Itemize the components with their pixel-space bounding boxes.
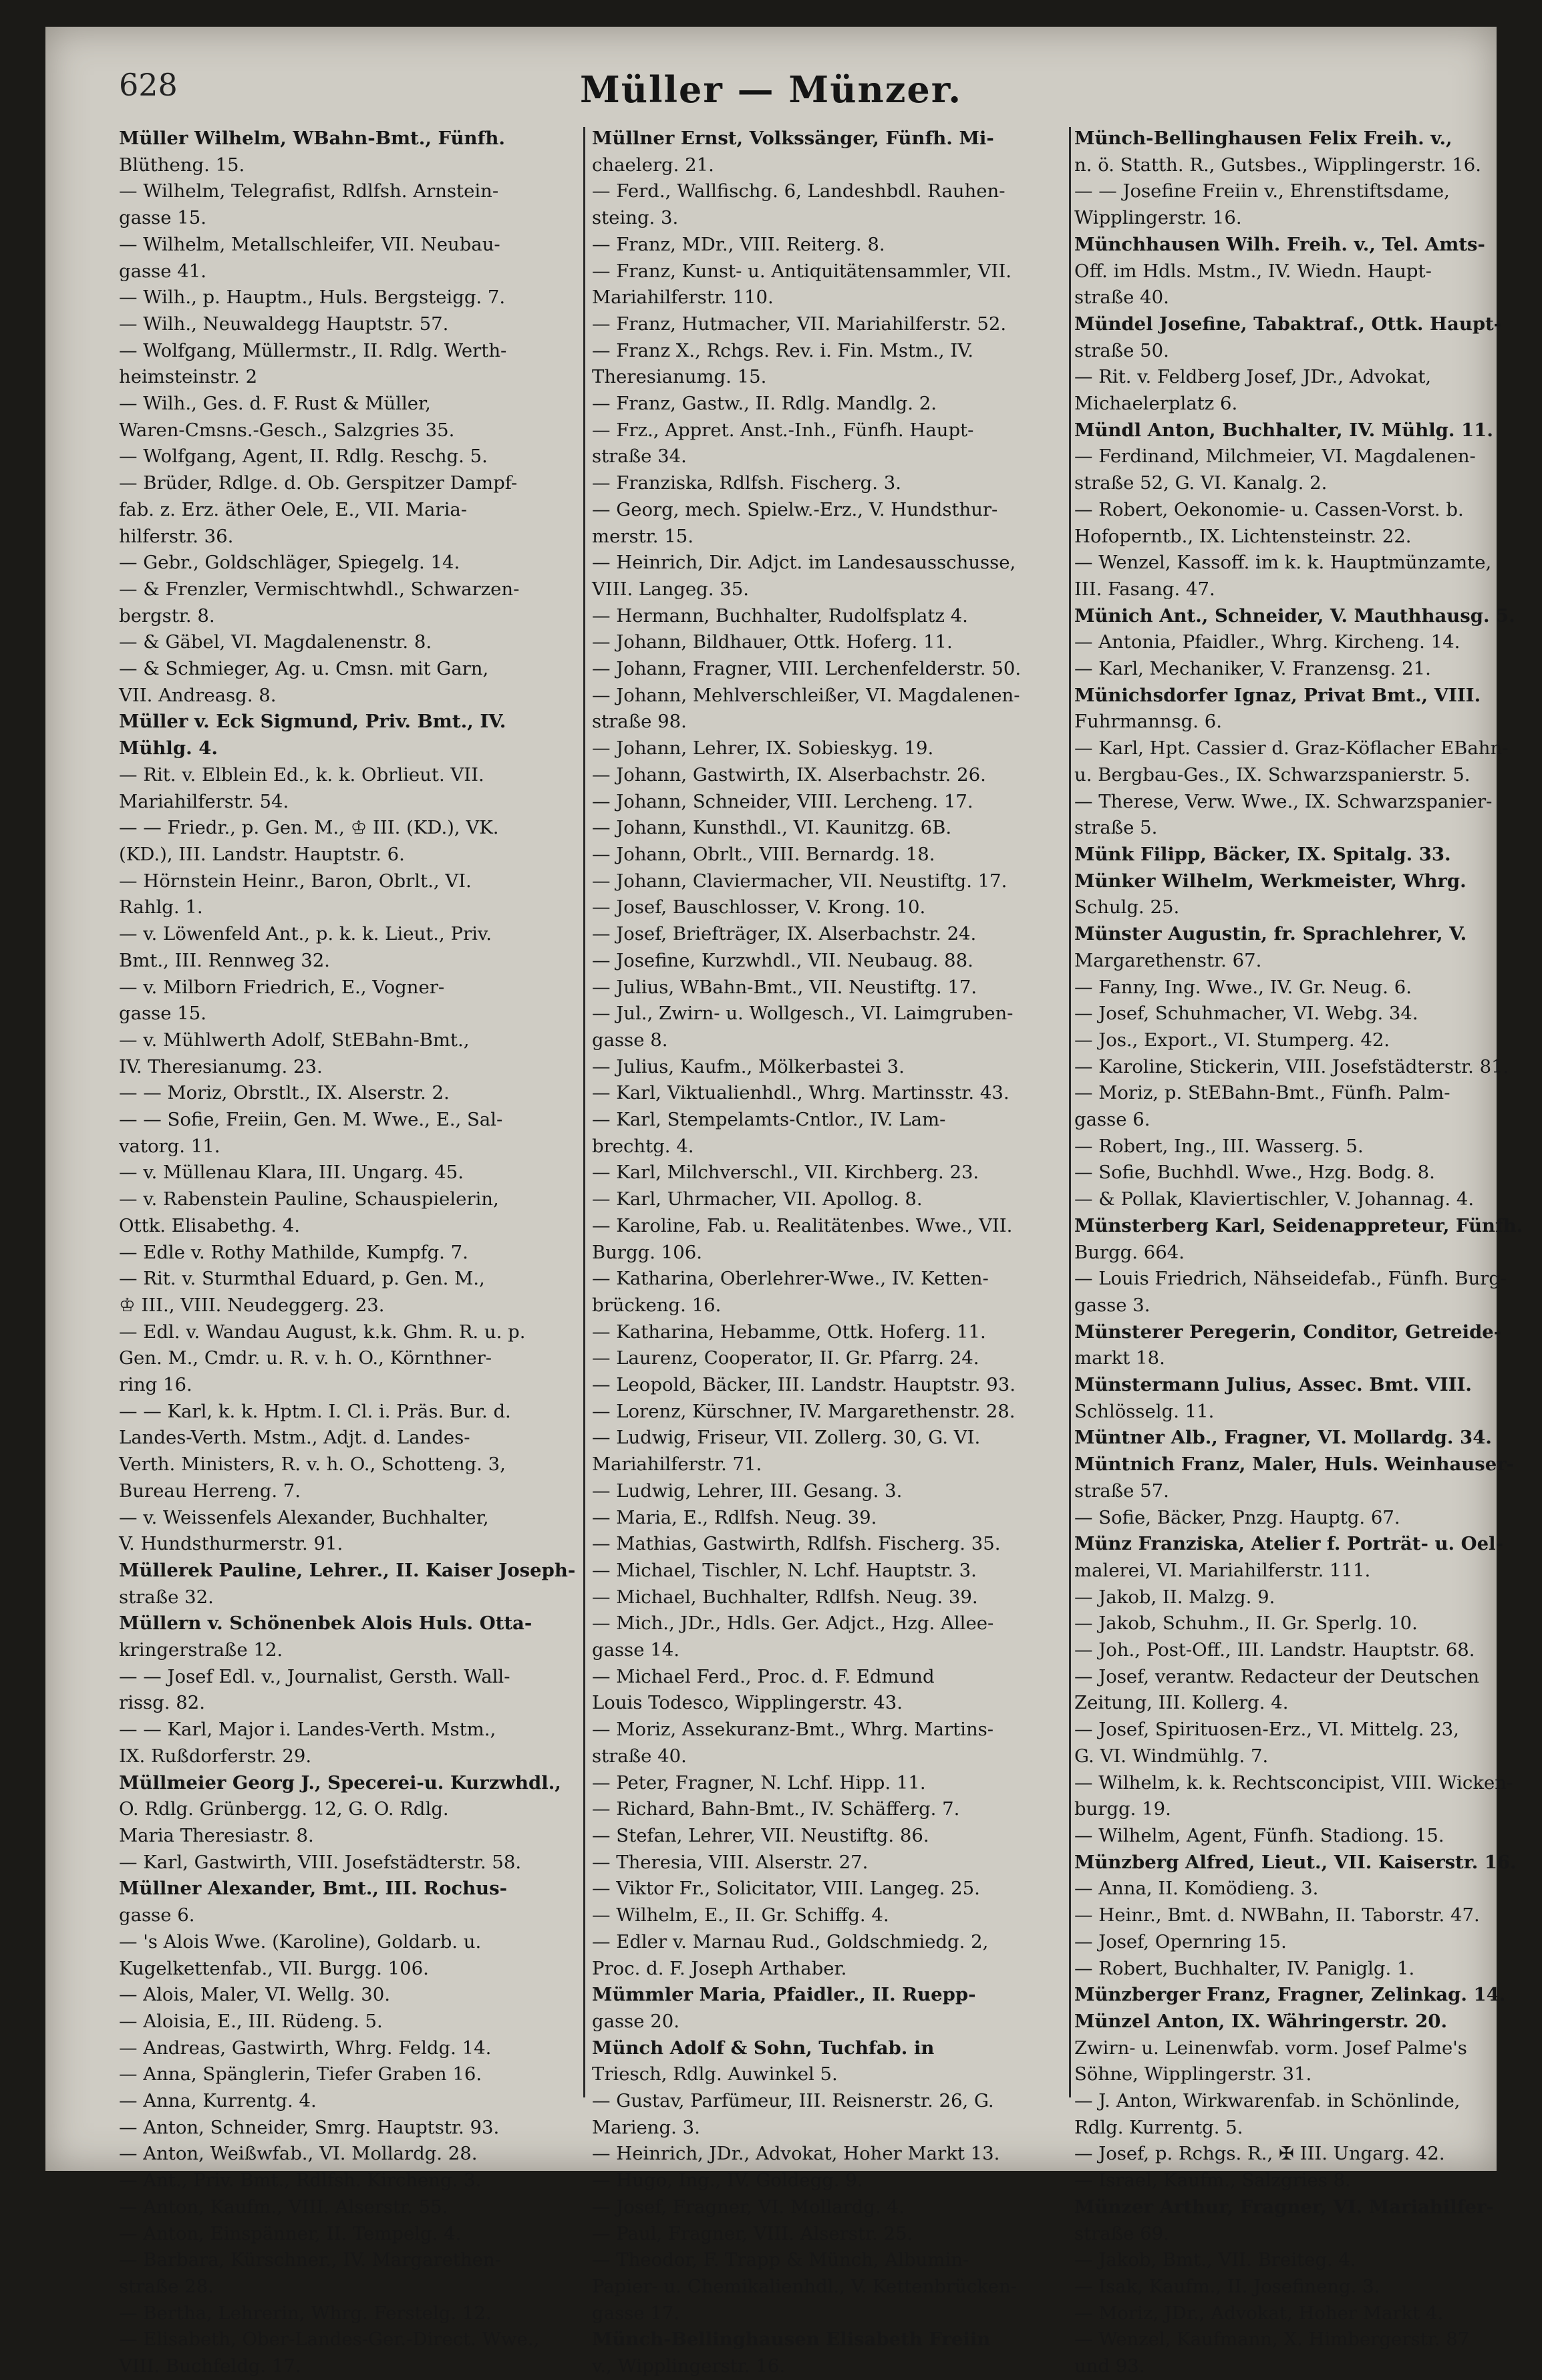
entry-line: — Josef, Bauschlosser, V. Krong. 10. (592, 896, 926, 918)
entry-line: heimsteinstr. 2 (119, 366, 258, 388)
entry-line: Blütheng. 15. (119, 154, 245, 176)
entry-line: Waren-Cmsns.-Gesch., Salzgries 35. (119, 419, 455, 441)
entry-line: — Louis Friedrich, Nähseidefab., Fünfh. Burg- (1074, 1268, 1507, 1290)
entry-line: — Wilhelm, Telegrafist, Rdlfsh. Arnstein- (119, 180, 499, 202)
entry-line: — Aloisia, E., III. Rüdeng. 5. (119, 2010, 383, 2032)
entry-line: steing. 3. (592, 207, 679, 229)
entry-line: Wipplingerstr. 16. (1074, 207, 1242, 229)
entry-line: straße 5. (1074, 817, 1158, 839)
entry-line: — Alois, Maler, VI. Wellg. 30. (119, 1984, 390, 2006)
entry-line: — Wilhelm, Metallschleifer, VII. Neubau- (119, 233, 500, 255)
entry-line: straße 40. (592, 1745, 687, 1767)
entry-line: — Robert, Ing., III. Wasserg. 5. (1074, 1135, 1364, 1157)
entry-line: — Franz, Kunst- u. Antiquitätensammler, VII. (592, 260, 1012, 282)
entry-line: Theresianumg. 15. (592, 366, 767, 388)
entry-line: Landes-Verth. Mstm., Adjt. d. Landes- (119, 1427, 470, 1449)
entry-line: Münstermann Julius, Assec. Bmt. VIII. (1074, 1374, 1472, 1396)
entry-line: — Johann, Gastwirth, IX. Alserbachstr. 26. (592, 763, 986, 786)
entry-line: rissg. 82. (119, 1692, 205, 1714)
entry-line: straße 98. (592, 711, 687, 733)
entry-line: malerei, VI. Mariahilferstr. 111. (1074, 1559, 1371, 1581)
directory-page (45, 27, 1523, 2377)
entry-line: Mündel Josefine, Tabaktraf., Ottk. Haupt- (1074, 313, 1502, 335)
entry-line: — Heinr., Bmt. d. NWBahn, II. Taborstr. 47. (1074, 1904, 1480, 1926)
entry-line: — Ludwig, Lehrer, III. Gesang. 3. (592, 1480, 903, 1502)
entry-line: straße 40. (1074, 287, 1169, 309)
entry-line: — Heinrich, JDr., Advokat, Hoher Markt 13. (592, 2143, 1000, 2165)
entry-line: — Bertha, Lehrerin, Whrg. Ferstelg. 12. (119, 2302, 492, 2324)
entry-line: Mündl Anton, Buchhalter, IV. Mühlg. 11. (1074, 419, 1493, 441)
entry-line: — Theodor, F. Trapp & Münch, Albumin- (592, 2249, 969, 2271)
entry-line: ♔ III., VIII. Neudeggerg. 23. (119, 1294, 385, 1316)
entry-line: gasse 41. (119, 260, 206, 282)
entry-line: — Rit. v. Elblein Ed., k. k. Obrlieut. VII. (119, 763, 484, 786)
entry-line: — Karl, Mechaniker, V. Franzensg. 21. (1074, 658, 1431, 680)
entry-line: — Israel, Kaufm., Salzgries 8. (1074, 2170, 1351, 2192)
entry-line: — Jakob, Bmt., VII. Breiteg. 4. (1074, 2249, 1356, 2271)
entry-line: G. VI. Windmühlg. 7. (1074, 1745, 1269, 1767)
entry-line: — Stefan, Lehrer, VII. Neustiftg. 86. (592, 1825, 929, 1846)
entry-line: VIII. Buchfeldg. 17. (119, 2355, 301, 2377)
entry-line: — Hugo, Ing., IV. Goldegg. 9. (592, 2170, 863, 2192)
entry-line: — Wilhelm, E., II. Gr. Schiffg. 4. (592, 1904, 889, 1926)
entry-line: bergstr. 8. (119, 605, 215, 627)
entry-line: (KD.), III. Landstr. Hauptstr. 6. (119, 843, 405, 865)
entry-line: Zeitung, III. Kollerg. 4. (1074, 1692, 1289, 1714)
entry-line: — Anna, II. Komödieng. 3. (1074, 1878, 1319, 1900)
entry-line: Verth. Ministers, R. v. h. O., Schotteng. 3, (119, 1454, 506, 1476)
entry-line: — Brüder, Rdlge. d. Ob. Gerspitzer Dampf- (119, 472, 518, 494)
entry-line: gasse 8. (592, 1029, 668, 1051)
entry-line: — Wenzel, Kaufmann, X. Himbergerstr. 87 (1074, 2329, 1470, 2351)
entry-line: — Josef, p. Rchgs. R., ✠ III. Ungarg. 42. (1074, 2143, 1445, 2165)
entry-line: straße 57. (1074, 1480, 1169, 1502)
entry-line: Münsterer Peregerin, Conditor, Getreide- (1074, 1321, 1502, 1343)
entry-line: — Josef, verantw. Redacteur der Deutschen (1074, 1665, 1480, 1687)
entry-line: hilferstr. 36. (119, 525, 234, 547)
entry-line: — & Schmieger, Ag. u. Cmsn. mit Garn, (119, 658, 489, 680)
entry-line: Marieng. 3. (592, 2116, 700, 2138)
entry-line: Schlösselg. 11. (1074, 1400, 1215, 1422)
entry-line: Münichsdorfer Ignaz, Privat Bmt., VIII. (1074, 684, 1481, 706)
entry-line: Münzer Arthur, Fragner, VI. Mariahilfer- (1074, 2196, 1494, 2218)
entry-line: IV. Theresianumg. 23. (119, 1055, 323, 1077)
entry-line: — Peter, Fragner, N. Lchf. Hipp. 11. (592, 1771, 926, 1794)
entry-line: Münch-Bellinghausen Elisabeth Freiin (592, 2329, 991, 2351)
entry-line: straße 28. (119, 2275, 214, 2297)
entry-line: gasse 3. (1074, 1294, 1150, 1316)
entry-line: — Wenzel, Kassoff. im k. k. Hauptmünzamte, (1074, 552, 1492, 574)
entry-line: straße 52, G. VI. Kanalg. 2. (1074, 472, 1328, 494)
entry-line: burgg. 19. (1074, 1798, 1171, 1820)
entry-line: — Sofie, Buchhdl. Wwe., Hzg. Bodg. 8. (1074, 1162, 1435, 1184)
entry-line: brückeng. 16. (592, 1294, 722, 1316)
entry-line: Münster Augustin, fr. Sprachlehrer, V. (1074, 923, 1467, 945)
entry-line: — Karl, Hpt. Cassier d. Graz-Köflacher EBahn- (1074, 737, 1509, 759)
entry-line: — Moriz, JDr., Advokat, Hoher Markt 4. (1074, 2302, 1444, 2324)
entry-line: u. Bergbau-Ges., IX. Schwarzspanierstr. 5. (1074, 763, 1471, 786)
entry-line: — Isak, Kaufm., II. Josefineng. 3. (1074, 2275, 1380, 2297)
entry-line: — Hermann, Buchhalter, Rudolfsplatz 4. (592, 605, 968, 627)
entry-line: und 93. (1074, 2355, 1145, 2377)
entry-line: — Franz, MDr., VIII. Reiterg. 8. (592, 233, 885, 255)
entry-line: — Josef, Schuhmacher, VI. Webg. 34. (1074, 1003, 1418, 1025)
entry-line: straße 50. (1074, 339, 1169, 361)
entry-line: — Franz, Gastw., II. Rdlg. Mandlg. 2. (592, 393, 937, 415)
entry-line: chaelerg. 21. (592, 154, 714, 176)
entry-line: — & Frenzler, Vermischtwhdl., Schwarzen- (119, 578, 520, 600)
entry-line: Münzberg Alfred, Lieut., VII. Kaiserstr. 16. (1074, 1851, 1517, 1873)
entry-line: — Richard, Bahn-Bmt., IV. Schäfferg. 7. (592, 1798, 960, 1820)
entry-line: — Karl, Milchverschl., VII. Kirchberg. 23. (592, 1162, 979, 1184)
entry-line: — Franziska, Rdlfsh. Fischerg. 3. (592, 472, 901, 494)
entry-line: — v. Müllenau Klara, III. Ungarg. 45. (119, 1162, 464, 1184)
entry-line: Gen. M., Cmdr. u. R. v. h. O., Körnthner- (119, 1347, 492, 1369)
entry-line: — Anton, Einspänner, II. Tempelg. 4. (119, 2222, 462, 2244)
entry-line: Margarethenstr. 67. (1074, 949, 1262, 971)
entry-line: VII. Andreasg. 8. (119, 684, 277, 706)
entry-line: Zwirn- u. Leinenwfab. vorm. Josef Palme's (1074, 2037, 1467, 2059)
entry-line: — Hörnstein Heinr., Baron, Obrlt., VI. (119, 870, 472, 892)
entry-line: Münker Wilhelm, Werkmeister, Whrg. (1074, 870, 1467, 892)
entry-line: — Karl, Uhrmacher, VII. Apollog. 8. (592, 1188, 923, 1210)
entry-line: Müllerek Pauline, Lehrer., II. Kaiser Joseph- (119, 1559, 576, 1581)
entry-line: Rahlg. 1. (119, 896, 203, 918)
entry-line: — Moriz, p. StEBahn-Bmt., Fünfh. Palm- (1074, 1082, 1450, 1104)
entry-line: — Viktor Fr., Solicitator, VIII. Langeg. 25. (592, 1878, 980, 1900)
entry-line: Kugelkettenfab., VII. Burgg. 106. (119, 1957, 429, 1979)
entry-line: — — Josef Edl. v., Journalist, Gersth. Wall- (119, 1665, 510, 1687)
page-header (45, 27, 1497, 127)
page-number: 628 (119, 67, 178, 103)
entry-line: Burgg. 664. (1074, 1241, 1185, 1263)
entry-line: — Leopold, Bäcker, III. Landstr. Hauptstr. 93. (592, 1374, 1016, 1396)
entry-line: — Wilh., Ges. d. F. Rust & Müller, (119, 393, 431, 415)
entry-line: straße 34. (592, 446, 687, 468)
entry-line: — v. Milborn Friedrich, E., Vogner- (119, 976, 445, 998)
entry-line: Müntner Alb., Fragner, VI. Mollardg. 34. (1074, 1427, 1492, 1449)
entry-line: — Josef, Fragner, VI. Mollardg. 4. (592, 2196, 905, 2218)
column-3 (1074, 126, 1542, 2377)
entry-line: — Robert, Oekonomie- u. Cassen-Vorst. b. (1074, 498, 1464, 520)
entry-line: — Rit. v. Sturmthal Eduard, p. Gen. M., (119, 1268, 485, 1290)
entry-line: vatorg. 11. (119, 1135, 220, 1157)
entry-line: Proc. d. F. Joseph Arthaber. (592, 1957, 847, 1979)
entry-line: gasse 20. (592, 2010, 679, 2032)
entry-line: — Johann, Fragner, VIII. Lerchenfelderstr. 50. (592, 658, 1022, 680)
entry-line: — 's Alois Wwe. (Karoline), Goldarb. u. (119, 1930, 482, 1952)
entry-line: gasse 17. (592, 2302, 679, 2324)
entry-line: — Ant., Priv. Bmt., Rdlfsh. Kircheng. 3. (119, 2170, 482, 2192)
entry-line: Schulg. 25. (1074, 896, 1180, 918)
entry-line: — Wolfgang, Müllermstr., II. Rdlg. Werth- (119, 339, 507, 361)
entry-line: Müllern v. Schönenbek Alois Huls. Otta- (119, 1612, 532, 1635)
entry-line: — Jakob, II. Malzg. 9. (1074, 1586, 1275, 1608)
entry-line: Papier- u. Chemikalienhdl., V. Kettenbrücken- (592, 2275, 1018, 2297)
entry-line: — v. Weissenfels Alexander, Buchhalter, (119, 1506, 489, 1528)
entry-line: n. ö. Statth. R., Gutsbes., Wipplingerstr. 16. (1074, 154, 1481, 176)
entry-line: fab. z. Erz. äther Oele, E., VII. Maria- (119, 498, 468, 520)
entry-line: Ottk. Elisabethg. 4. (119, 1214, 300, 1236)
entry-line: Münz Franziska, Atelier f. Porträt- u. Oel- (1074, 1533, 1503, 1555)
column-1 (119, 126, 587, 2377)
entry-line: kringerstraße 12. (119, 1639, 283, 1661)
entry-line: — Sofie, Bäcker, Pnzg. Hauptg. 67. (1074, 1506, 1400, 1528)
entry-line: — & Pollak, Klaviertischler, V. Johannag. 4. (1074, 1188, 1475, 1210)
entry-line: Münich Ant., Schneider, V. Mauthhausg. 5. (1074, 605, 1515, 627)
entry-line: Bureau Herreng. 7. (119, 1480, 301, 1502)
entry-line: Münch-Bellinghausen Felix Freih. v., (1074, 128, 1452, 149)
entry-line: — Wolfgang, Agent, II. Rdlg. Reschg. 5. (119, 446, 488, 468)
entry-line: — Michael Ferd., Proc. d. F. Edmund (592, 1665, 935, 1687)
entry-line: — Ferd., Wallfischg. 6, Landeshbdl. Rauhen- (592, 180, 1006, 202)
entry-line: — Robert, Buchhalter, IV. Paniglg. 1. (1074, 1957, 1415, 1979)
entry-line: — Anna, Spänglerin, Tiefer Graben 16. (119, 2063, 482, 2085)
entry-line: Maria Theresiastr. 8. (119, 1825, 314, 1846)
entry-line: — Ludwig, Friseur, VII. Zollerg. 30, G. VI. (592, 1427, 981, 1449)
entry-line: — v. Löwenfeld Ant., p. k. k. Lieut., Priv. (119, 923, 492, 945)
entry-line: IX. Rußdorferstr. 29. (119, 1745, 312, 1767)
entry-line: — Mathias, Gastwirth, Rdlfsh. Fischerg. 35. (592, 1533, 1001, 1555)
entry-line: Münchhausen Wilh. Freih. v., Tel. Amts- (1074, 233, 1485, 255)
entry-line: — Josef, Opernring 15. (1074, 1930, 1287, 1952)
entry-line: — Ferdinand, Milchmeier, VI. Magdalenen- (1074, 446, 1476, 468)
entry-line: — Anton, Kaufm., VIII. Alserstr. 55. (119, 2196, 448, 2218)
entry-line: — — Sofie, Freiin, Gen. M. Wwe., E., Sal- (119, 1109, 503, 1131)
entry-line: markt 18. (1074, 1347, 1165, 1369)
entry-line: O. Rdlg. Grünbergg. 12, G. O. Rdlg. (119, 1798, 449, 1820)
entry-line: — Franz, Hutmacher, VII. Mariahilferstr. 52. (592, 313, 1007, 335)
entry-line: — Moriz, Assekuranz-Bmt., Whrg. Martins- (592, 1719, 994, 1741)
entry-line: Louis Todesco, Wipplingerstr. 43. (592, 1692, 903, 1714)
entry-line: — Joh., Post-Off., III. Landstr. Hauptstr. 68. (1074, 1639, 1475, 1661)
entry-line: Müllmeier Georg J., Specerei-u. Kurzwhdl., (119, 1771, 561, 1794)
entry-line: — Heinrich, Dir. Adjct. im Landesausschusse, (592, 552, 1016, 574)
entry-line: VIII. Langeg. 35. (592, 578, 749, 600)
entry-line: Mariahilferstr. 54. (119, 790, 289, 812)
entry-line: — Karoline, Fab. u. Realitätenbes. Wwe., VII. (592, 1214, 1013, 1236)
entry-line: — Paul, Fragner, VIII. Alserstr. 25. (592, 2222, 913, 2244)
column-2 (592, 126, 1070, 2377)
entry-line: Münzel Anton, IX. Währingerstr. 20. (1074, 2010, 1448, 2032)
entry-line: straße 69. (1074, 2222, 1169, 2244)
entry-line: — Josef, Spirituosen-Erz., VI. Mittelg. 23, (1074, 1719, 1459, 1741)
entry-line: — Jul., Zwirn- u. Wollgesch., VI. Laimgruben- (592, 1003, 1014, 1025)
entry-line: — Franz X., Rchgs. Rev. i. Fin. Mstm., IV. (592, 339, 973, 361)
entry-line: — Therese, Verw. Wwe., IX. Schwarzspanier- (1074, 790, 1493, 812)
entry-line: — Karl, Gastwirth, VIII. Josefstädterstr. 58. (119, 1851, 522, 1873)
entry-line: — Wilh., p. Hauptm., Huls. Bergsteigg. 7. (119, 287, 506, 309)
entry-line: — J. Anton, Wirkwarenfab. in Schönlinde, (1074, 2090, 1460, 2112)
entry-line: — Michael, Buchhalter, Rdlfsh. Neug. 39. (592, 1586, 978, 1608)
entry-line: — Johann, Obrlt., VIII. Bernardg. 18. (592, 843, 935, 865)
entry-line: Müller v. Eck Sigmund, Priv. Bmt., IV. (119, 711, 506, 733)
entry-line: straße 32. (119, 1586, 214, 1608)
entry-line: — Gustav, Parfümeur, III. Reisnerstr. 26, G. (592, 2090, 994, 2112)
entry-line: Münk Filipp, Bäcker, IX. Spitalg. 33. (1074, 843, 1451, 865)
entry-line: V. Hundsthurmerstr. 91. (119, 1533, 343, 1555)
entry-line: Bmt., III. Rennweg 32. (119, 949, 330, 971)
entry-line: — Lorenz, Kürschner, IV. Margarethenstr. 28. (592, 1400, 1016, 1422)
entry-line: Mühlg. 4. (119, 737, 218, 759)
entry-line: gasse 14. (592, 1639, 679, 1661)
entry-line: — Barbara, Kürschner., IV. Margarethen- (119, 2249, 501, 2271)
entry-line: — Wilhelm, Agent, Fünfh. Stadiong. 15. (1074, 1825, 1444, 1846)
entry-line: Hofoperntb., IX. Lichtensteinstr. 22. (1074, 525, 1412, 547)
entry-line: — v. Rabenstein Pauline, Schauspielerin, (119, 1188, 499, 1210)
entry-line: Münzberger Franz, Fragner, Zelinkag. 14. (1074, 1984, 1506, 2006)
entry-line: — & Gäbel, VI. Magdalenenstr. 8. (119, 631, 432, 653)
running-head: Müller — Münzer. (579, 68, 963, 111)
entry-line: — Edler v. Marnau Rud., Goldschmiedg. 2, (592, 1930, 989, 1952)
entry-line: gasse 15. (119, 1003, 206, 1025)
entry-line: v., Wipplingerstr. 16. (592, 2355, 786, 2377)
entry-line: — Frz., Appret. Anst.-Inh., Fünfh. Haupt- (592, 419, 974, 441)
entry-line: — Josef, Briefträger, IX. Alserbachstr. 24. (592, 923, 977, 945)
entry-line: — Mich., JDr., Hdls. Ger. Adjct., Hzg. Allee- (592, 1612, 994, 1635)
entry-line: gasse 6. (119, 1904, 195, 1926)
entry-line: — Laurenz, Cooperator, II. Gr. Pfarrg. 24. (592, 1347, 979, 1369)
entry-line: — Katharina, Hebamme, Ottk. Hoferg. 11. (592, 1321, 986, 1343)
entry-line: — — Friedr., p. Gen. M., ♔ III. (KD.), VK. (119, 817, 499, 839)
entry-line: — Karl, Viktualienhdl., Whrg. Martinsstr. 43. (592, 1082, 1010, 1104)
entry-line: — Julius, WBahn-Bmt., VII. Neustiftg. 17. (592, 976, 977, 998)
entry-line: Müntnich Franz, Maler, Huls. Weinhauser- (1074, 1454, 1515, 1476)
entry-line: Off. im Hdls. Mstm., IV. Wiedn. Haupt- (1074, 260, 1432, 282)
entry-line: — Edl. v. Wandau August, k.k. Ghm. R. u. p. (119, 1321, 526, 1343)
entry-line: ring 16. (119, 1374, 192, 1396)
entry-line: Rdlg. Kurrentg. 5. (1074, 2116, 1243, 2138)
entry-line: — Johann, Lehrer, IX. Sobieskyg. 19. (592, 737, 934, 759)
entry-line: brechtg. 4. (592, 1135, 694, 1157)
entry-line: — Gebr., Goldschläger, Spiegelg. 14. (119, 552, 460, 574)
entry-line: Müllner Alexander, Bmt., III. Rochus- (119, 1878, 508, 1900)
entry-line: — v. Mühlwerth Adolf, StEBahn-Bmt., (119, 1029, 470, 1051)
entry-line: gasse 6. (1074, 1109, 1150, 1131)
entry-line: — — Josefine Freiin v., Ehrenstiftsdame, (1074, 180, 1450, 202)
entry-line: — Anton, Schneider, Smrg. Hauptstr. 93. (119, 2116, 500, 2138)
entry-line: Mümmler Maria, Pfaidler., II. Ruepp- (592, 1984, 976, 2006)
entry-line: — Johann, Claviermacher, VII. Neustiftg. 17. (592, 870, 1008, 892)
entry-line: — Maria, E., Rdlfsh. Neug. 39. (592, 1506, 877, 1528)
entry-line: — Wilhelm, k. k. Rechtsconcipist, VIII. Wicken- (1074, 1771, 1513, 1794)
entry-line: — Anna, Kurrentg. 4. (119, 2090, 317, 2112)
entry-line: — Andreas, Gastwirth, Whrg. Feldg. 14. (119, 2037, 492, 2059)
entry-line: — — Moriz, Obrstlt., IX. Alserstr. 2. (119, 1082, 450, 1104)
entry-line: — Elisabeth, Ober-Landes-Ger.-Direct. Wwe., (119, 2329, 540, 2351)
entry-line: — Johann, Mehlverschleißer, VI. Magdalenen- (592, 684, 1020, 706)
entry-line: Münch Adolf & Sohn, Tuchfab. in (592, 2037, 935, 2059)
entry-line: — Julius, Kaufm., Mölkerbastei 3. (592, 1055, 905, 1077)
entry-line: — Karl, Stempelamts-Cntlor., IV. Lam- (592, 1109, 946, 1131)
entry-line: — Johann, Bildhauer, Ottk. Hoferg. 11. (592, 631, 953, 653)
entry-line: — Johann, Kunsthdl., VI. Kaunitzg. 6B. (592, 817, 952, 839)
entry-line: Fuhrmannsg. 6. (1074, 711, 1222, 733)
entry-line: Mariahilferstr. 110. (592, 287, 774, 309)
entry-line: merstr. 15. (592, 525, 694, 547)
entry-line: Triesch, Rdlg. Auwinkel 5. (592, 2063, 838, 2085)
entry-line: — — Karl, Major i. Landes-Verth. Mstm., (119, 1719, 496, 1741)
entry-line: Söhne, Wipplingerstr. 31. (1074, 2063, 1312, 2085)
entry-line: — Karoline, Stickerin, VIII. Josefstädterstr. 81. (1074, 1055, 1509, 1077)
entry-line: — Rit. v. Feldberg Josef, JDr., Advokat, (1074, 366, 1432, 388)
entry-line: Michaelerplatz 6. (1074, 393, 1238, 415)
entry-line: — Antonia, Pfaidler., Whrg. Kircheng. 14. (1074, 631, 1460, 653)
entry-line: — Theresia, VIII. Alserstr. 27. (592, 1851, 869, 1873)
entry-line: — Georg, mech. Spielw.-Erz., V. Hundsthur- (592, 498, 998, 520)
entry-line: — Jos., Export., VI. Stumperg. 42. (1074, 1029, 1390, 1051)
entry-line: — Fanny, Ing. Wwe., IV. Gr. Neug. 6. (1074, 976, 1412, 998)
entry-line: — Johann, Schneider, VIII. Lercheng. 17. (592, 790, 973, 812)
entry-line: — Jakob, Schuhm., II. Gr. Sperlg. 10. (1074, 1612, 1418, 1635)
entry-line: gasse 15. (119, 207, 206, 229)
entry-line: — Anton, Weißwfab., VI. Mollardg. 28. (119, 2143, 478, 2165)
entry-line: — Edle v. Rothy Mathilde, Kumpfg. 7. (119, 1241, 468, 1263)
entry-line: Mariahilferstr. 71. (592, 1454, 762, 1476)
entry-line: — Katharina, Oberlehrer-Wwe., IV. Ketten- (592, 1268, 989, 1290)
entry-line: — Josefine, Kurzwhdl., VII. Neubaug. 88. (592, 949, 973, 971)
entry-line: Burgg. 106. (592, 1241, 702, 1263)
entry-line: Müllner Ernst, Volkssänger, Fünfh. Mi- (592, 128, 994, 149)
entry-line: III. Fasang. 47. (1074, 578, 1215, 600)
entry-line: — Wilh., Neuwaldegg Hauptstr. 57. (119, 313, 449, 335)
entry-line: Müller Wilhelm, WBahn-Bmt., Fünfh. (119, 128, 505, 149)
entry-line: — Michael, Tischler, N. Lchf. Hauptstr. 3. (592, 1559, 977, 1581)
entry-line: Münsterberg Karl, Seidenappreteur, Fünfh. (1074, 1214, 1523, 1236)
entry-line: — — Karl, k. k. Hptm. I. Cl. i. Präs. Bur. d. (119, 1400, 511, 1422)
